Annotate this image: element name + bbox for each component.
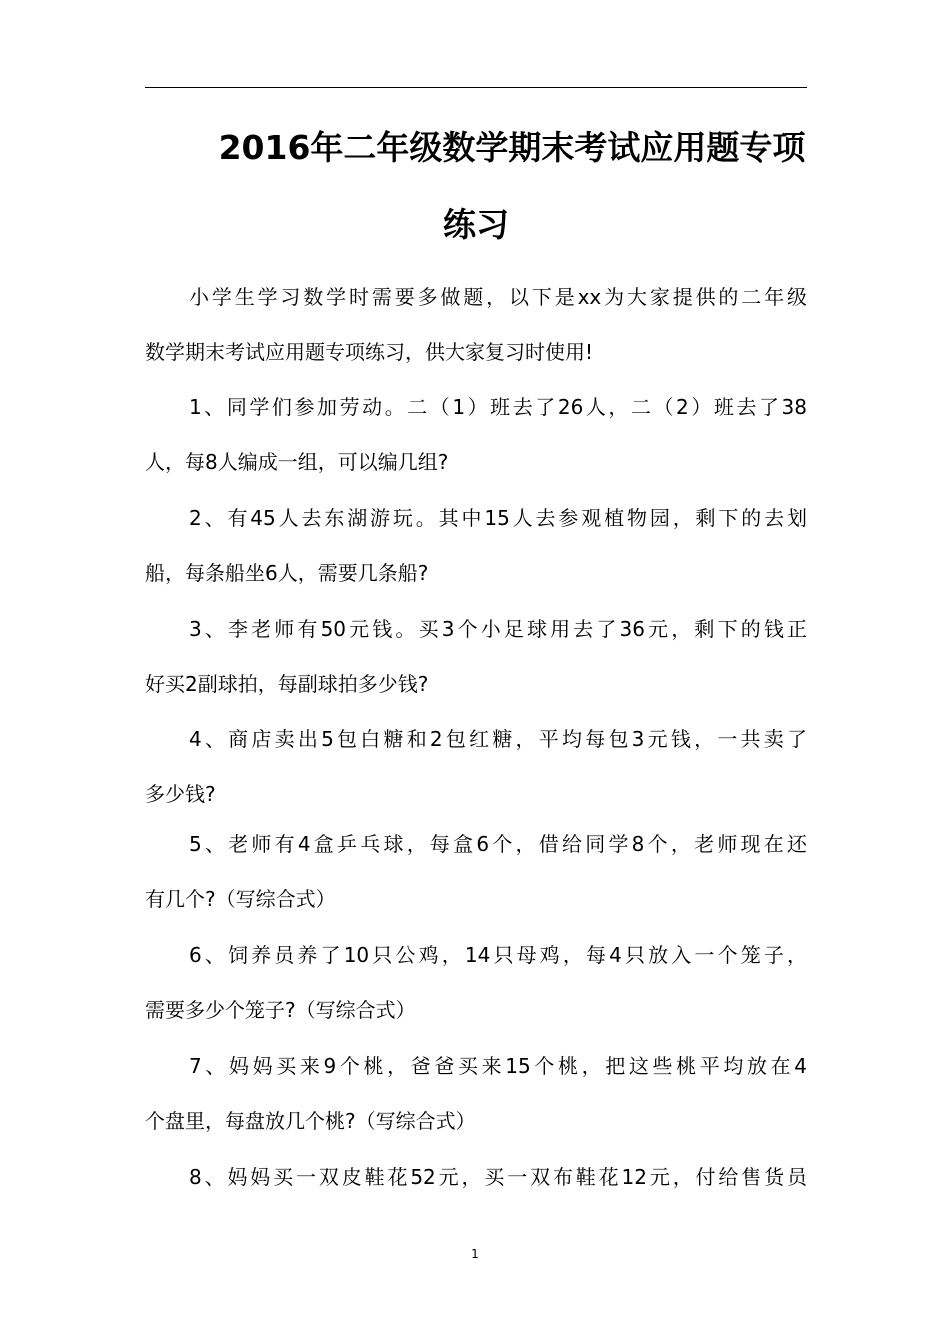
problem-8-line-1: 8、妈妈买一双皮鞋花52元，买一双布鞋花12元，付给售货员: [189, 1165, 807, 1189]
header-rule: [145, 87, 807, 88]
problem-7-line-2: 个盘里，每盘放几个桃?（写综合式）: [145, 1109, 476, 1133]
problem-4-line-1: 4、商店卖出5包白糖和2包红糖，平均每包3元钱，一共卖了: [189, 727, 807, 751]
title-line-2: 练习: [443, 205, 509, 244]
problem-3-line-1: 3、李老师有50元钱。买3个小足球用去了36元，剩下的钱正: [189, 617, 807, 641]
problem-5-line-2: 有几个?（写综合式）: [145, 887, 336, 911]
intro-line-2: 数学期末考试应用题专项练习，供大家复习时使用!: [145, 340, 594, 364]
page-number: 1: [471, 1247, 479, 1261]
problem-1-line-2: 人，每8人编成一组，可以编几组?: [145, 450, 449, 474]
problem-2-line-2: 船，每条船坐6人，需要几条船?: [145, 561, 429, 585]
problem-2-line-1: 2、有45人去东湖游玩。其中15人去参观植物园，剩下的去划: [189, 506, 807, 530]
problem-1-line-1: 1、同学们参加劳动。二（1）班去了26人，二（2）班去了38: [189, 395, 807, 419]
problem-3-line-2: 好买2副球拍，每副球拍多少钱?: [145, 672, 429, 696]
problem-4-line-2: 多少钱?: [145, 782, 216, 806]
intro-line-1: 小学生学习数学时需要多做题，以下是xx为大家提供的二年级: [189, 285, 807, 309]
problem-6-line-1: 6、饲养员养了10只公鸡，14只母鸡，每4只放入一个笼子，: [189, 943, 807, 967]
problem-5-line-1: 5、老师有4盒乒乓球，每盒6个，借给同学8个，老师现在还: [189, 832, 807, 856]
problem-6-line-2: 需要多少个笼子?（写综合式）: [145, 998, 416, 1022]
title-line-1: 2016年二年级数学期末考试应用题专项: [218, 128, 806, 167]
problem-7-line-1: 7、妈妈买来9个桃，爸爸买来15个桃，把这些桃平均放在4: [189, 1054, 807, 1078]
